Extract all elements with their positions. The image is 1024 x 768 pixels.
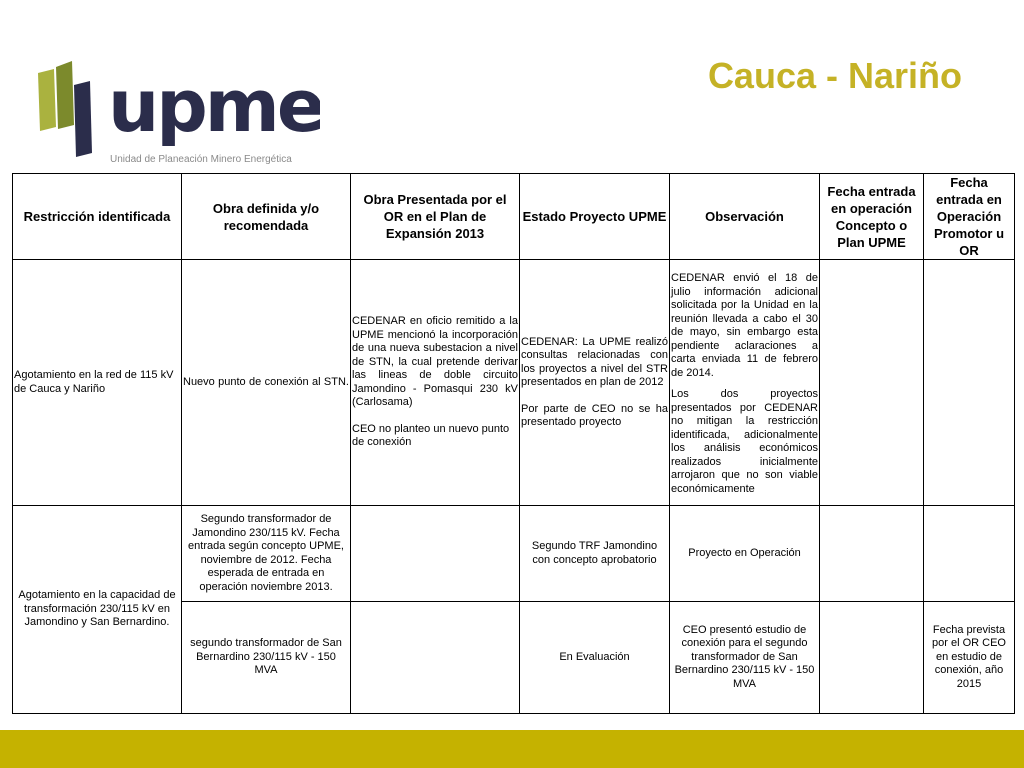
table-header-row (13, 174, 1015, 260)
header-obra: Obra definida y/o recomendada (182, 174, 351, 260)
cell-restriccion: Agotamiento en la red de 115 kV de Cauca y Nariño (13, 260, 182, 506)
footer-bar (0, 730, 1024, 768)
cell-estado: En Evaluación (520, 602, 670, 714)
cell-presentada (351, 506, 520, 602)
upme-logo (30, 55, 320, 170)
header-fecha-or: Fecha entrada en Operación Promotor u OR (924, 174, 1015, 260)
table-row (13, 506, 1015, 602)
cell-fecha-upme (820, 602, 924, 714)
cell-estado: Segundo TRF Jamondino con concepto aprobatorio (520, 506, 670, 602)
cell-fecha-upme (820, 260, 924, 506)
header-fecha-upme: Fecha entrada en operación Concepto o Plan UPME (820, 174, 924, 260)
brand-wordmark: upme (108, 64, 320, 148)
presentada-paragraph-2: CEO no planteo un nuevo punto de conexión (352, 422, 510, 449)
upme-logo-mark (30, 55, 320, 170)
cell-fecha-or: Fecha prevista por el OR CEO en estudio de conexión, año 2015 (924, 602, 1015, 714)
cell-fecha-or (924, 506, 1015, 602)
projects-table (12, 173, 1015, 714)
cell-observacion: Proyecto en Operación (670, 506, 820, 602)
cell-obra: Segundo transformador de Jamondino 230/115 kV. Fecha entrada según concepto UPME, noviembre de 2012. Fecha esperada de entrada en operación noviembre 2013. (182, 506, 351, 602)
header-estado: Estado Proyecto UPME (520, 174, 670, 260)
presentada-paragraph-1: CEDENAR en oficio remitido a la UPME mencionó la incorporación de una nueva subestacion a nivel de STN, la cual pretende derivar las lineas de doble circuito Jamondino - Pomasqui 230 kV (Carlosama) (352, 315, 518, 409)
cell-obra: segundo transformador de San Bernardino 230/115 kV - 150 MVA (182, 602, 351, 714)
estado-paragraph-1: CEDENAR: La UPME realizó consultas relacionadas con los proyectos a nivel del STR presentados en plan de 2012 (521, 335, 668, 388)
cell-estado (520, 260, 670, 506)
cell-observacion: CEO presentó estudio de conexión para el segundo transformador de San Bernardino 230/115 kV - 150 MVA (670, 602, 820, 714)
slide-title: Cauca - Nariño (707, 55, 962, 96)
observacion-paragraph-1: CEDENAR envió el 18 de julio información adicional solicitada por la Unidad en la reunión llevada a cabo el 30 de mayo, sin embargo esta pendiente aclaraciones a carta enviada 11 de febrero de 2014. (671, 272, 818, 379)
estado-paragraph-2: Por parte de CEO no se ha presentado proyecto (521, 402, 668, 428)
header-restriccion: Restricción identificada (13, 174, 182, 260)
observacion-paragraph-2: Los dos proyectos presentados por CEDENAR no mitigan la restricción identificada, adicionalmente los análisis económicos realizados inicialmente arrojaron que no son viable económicamente (671, 388, 818, 495)
cell-observacion (670, 260, 820, 506)
cell-obra: Nuevo punto de conexión al STN. (182, 260, 351, 506)
cell-fecha-or (924, 260, 1015, 506)
header-observacion: Observación (670, 174, 820, 260)
header-presentada: Obra Presentada por el OR en el Plan de Expansión 2013 (351, 174, 520, 260)
cell-restriccion: Agotamiento en la capacidad de transformación 230/115 kV en Jamondino y San Bernardino. (13, 506, 182, 714)
cell-presentada (351, 260, 520, 506)
cell-presentada (351, 602, 520, 714)
table-row (13, 260, 1015, 506)
cell-fecha-upme (820, 506, 924, 602)
brand-tagline: Unidad de Planeación Minero Energética (110, 154, 292, 165)
